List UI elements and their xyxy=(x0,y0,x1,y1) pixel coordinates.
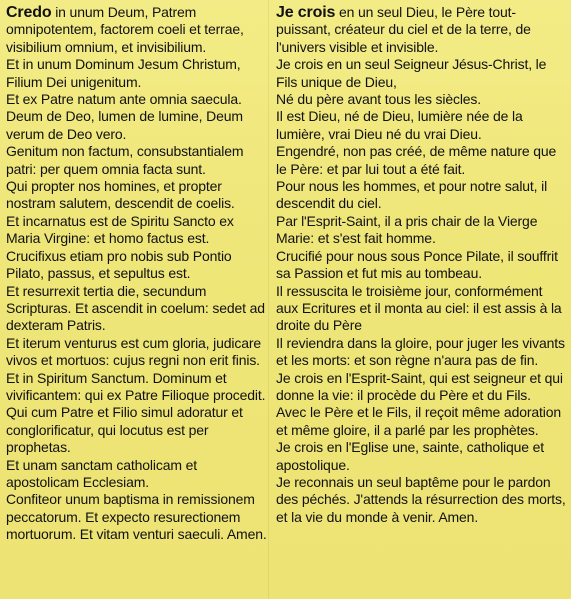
column-divider xyxy=(268,0,269,599)
latin-paragraph: Et unam sanctam catholicam et apostolicam Ecclesiam. xyxy=(6,456,197,490)
french-paragraph: Né du père avant tous les siècles. xyxy=(276,91,482,108)
latin-paragraph: Et in Spiritum Sanctum. Dominum et vivificantem: qui ex Patre Filioque procedit. xyxy=(6,369,266,403)
latin-text: in unum Deum, Patrem omnipotentem, factorem coeli et terrae, visibilium omnium, et invisibilium. xyxy=(6,4,244,55)
french-paragraph: Engendré, non pas créé, de même nature que le Père: et par lui tout a été fait. xyxy=(276,143,557,177)
latin-column xyxy=(6,4,268,544)
french-paragraph: Il est Dieu, né de Dieu, lumière née de la lumière, vrai Dieu né du vrai Dieu. xyxy=(276,108,523,142)
french-paragraph: Il reviendra dans la gloire, pour juger les vivants et les morts: et son règne n'aura pas de fin. xyxy=(276,334,565,369)
latin-paragraph: Et ex Patre natum ante omnia saecula. xyxy=(6,91,242,108)
french-paragraph: Il ressuscita le troisième jour, conformément aux Ecritures et il monta au ciel: il est assis à la droite du Père xyxy=(276,282,562,334)
french-lead-word: Je crois xyxy=(276,4,336,21)
french-column xyxy=(276,4,566,526)
french-paragraph: Crucifié pour nous sous Ponce Pilate, il souffrit sa Passion et fut mis au tombeau. xyxy=(276,247,558,282)
latin-paragraph: Qui cum Patre et Filio simul adoratur et conglorificatur, qui locutus est per prophetas. xyxy=(6,404,243,456)
latin-paragraph: Genitum non factum, consubstantialem patri: per quem omnia facta sunt. xyxy=(6,143,244,177)
french-paragraph: Je crois en l'Eglise une, sainte, catholique et apostolique. xyxy=(276,439,545,473)
french-text: en un seul Dieu, le Père tout-puissant, créateur du ciel et de la terre, de l'univers visible et invisible. xyxy=(276,4,531,55)
french-paragraph: Je crois en l'Esprit-Saint, qui est seigneur et qui donne la vie: il procède du Père et du Fils. xyxy=(276,369,563,403)
latin-paragraph: Crucifixus etiam pro nobis sub Pontio Pilato, passus, et sepultus est. xyxy=(6,247,232,282)
latin-lead-word: Credo xyxy=(6,4,52,21)
french-paragraph: Pour nous les hommes, et pour notre salut, il descendit du ciel. xyxy=(276,178,548,212)
french-paragraph: Avec le Père et le Fils, il reçoit même adoration et même gloire, il a parlé par les prophètes. xyxy=(276,404,561,438)
french-paragraph: Je reconnais un seul baptême pour le pardon des péchés. J'attends la résurrection des morts, et la vie du monde à venir. Amen. xyxy=(276,473,566,525)
latin-paragraph xyxy=(6,4,268,56)
latin-paragraph: Deum de Deo, lumen de lumine, Deum verum de Deo vero. xyxy=(6,108,243,142)
latin-paragraph: Confiteor unum baptisma in remissionem peccatorum. Et expecto resurectionem mortuorum. Et vitam venturi saeculi. Amen. xyxy=(6,491,267,543)
latin-paragraph: Qui propter nos homines, et propter nostram salutem, descendit de coelis. xyxy=(6,178,235,212)
latin-paragraph: Et incarnatus est de Spiritu Sancto ex Maria Virgine: et homo factus est. xyxy=(6,212,234,247)
french-paragraph: Je crois en un seul Seigneur Jésus-Christ, le Fils unique de Dieu, xyxy=(276,56,547,90)
latin-paragraph: Et resurrexit tertia die, secundum Scripturas. Et ascendit in coelum: sedet ad dexteram Patris. xyxy=(6,282,265,334)
french-paragraph xyxy=(276,4,566,56)
latin-paragraph: Et iterum venturus est cum gloria, judicare vivos et mortuos: cujus regni non erit finis. xyxy=(6,334,261,369)
french-paragraph: Par l'Esprit-Saint, il a pris chair de la Vierge Marie: et s'est fait homme. xyxy=(276,212,538,247)
latin-paragraph: Et in unum Dominum Jesum Christum, Filium Dei unigenitum. xyxy=(6,56,241,90)
